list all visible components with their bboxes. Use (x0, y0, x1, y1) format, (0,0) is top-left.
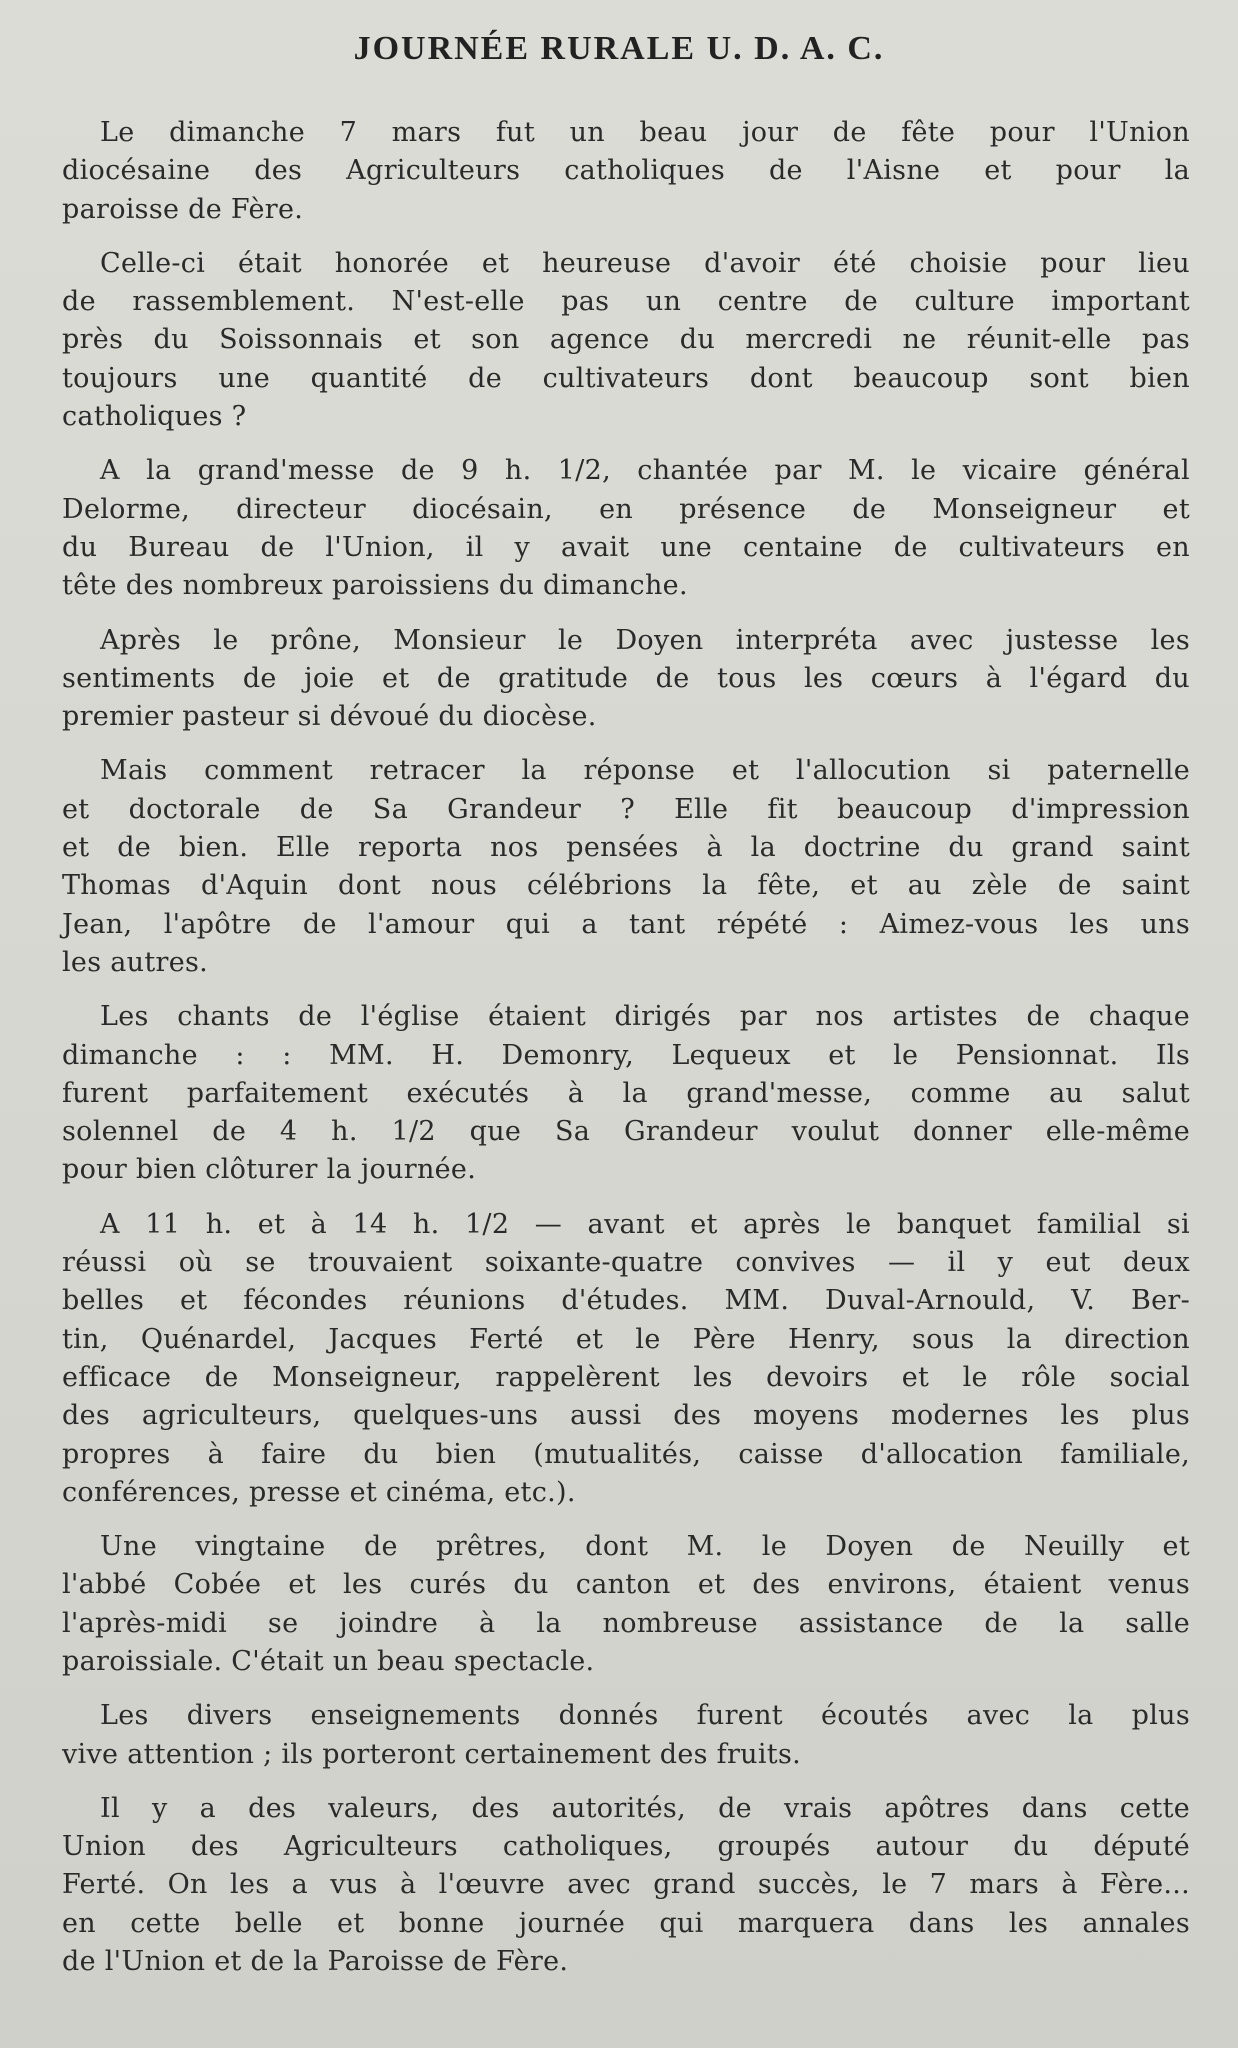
text-line: en cette belle et bonne journée qui marquera dans les annales (62, 1907, 1190, 1939)
text-line: Ferté. On les a vus à l'œuvre avec grand succès, le 7 mars à Fère... (62, 1869, 1190, 1901)
text-line: pour bien clôturer la journée. (62, 1154, 477, 1186)
text-line: diocésaine des Agriculteurs catholiques de l'Aisne et pour la (62, 155, 1190, 187)
text-line: près du Soissonnais et son agence du mercredi ne réunit-elle pas (62, 324, 1190, 356)
text-line: de rassemblement. N'est-elle pas un centre de culture important (62, 286, 1190, 318)
text-line: réussi où se trouvaient soixante-quatre convives — il y eut deux (62, 1247, 1190, 1279)
paragraph (62, 1206, 1190, 1512)
text-line: solennel de 4 h. 1/2 que Sa Grandeur voulut donner elle-même (62, 1116, 1190, 1148)
text-line: belles et fécondes réunions d'études. MM. Duval-Arnould, V. Ber- (62, 1285, 1190, 1317)
paragraph (62, 998, 1190, 1189)
paragraph (62, 1697, 1190, 1774)
text-line: sentiments de joie et de gratitude de tous les cœurs à l'égard du (62, 662, 1190, 694)
text-line: A 11 h. et à 14 h. 1/2 — avant et après le banquet familial si (100, 1208, 1190, 1240)
text-line: Les divers enseignements donnés furent écoutés avec la plus (100, 1700, 1190, 1732)
text-line: propres à faire du bien (mutualités, caisse d'allocation familiale, (62, 1438, 1190, 1470)
text-line: Mais comment retracer la réponse et l'allocution si paternelle (100, 755, 1190, 787)
text-line: Celle-ci était honorée et heureuse d'avoir été choisie pour lieu (100, 247, 1190, 279)
text-line: premier pasteur si dévoué du diocèse. (62, 701, 597, 733)
paragraph (62, 622, 1190, 737)
text-line: vive attention ; ils porteront certainement des fruits. (62, 1738, 801, 1770)
text-line: A la grand'messe de 9 h. 1/2, chantée par M. le vicaire général (100, 455, 1190, 487)
text-line: l'après-midi se joindre à la nombreuse assistance de la salle (62, 1607, 1190, 1639)
paragraph (62, 245, 1190, 436)
text-line: conférences, presse et cinéma, etc.). (62, 1476, 576, 1508)
text-line: Après le prône, Monsieur le Doyen interpréta avec justesse les (100, 624, 1190, 656)
text-line: Thomas d'Aquin dont nous célébrions la fête, et au zèle de saint (62, 870, 1190, 902)
text-line: du Bureau de l'Union, il y avait une centaine de cultivateurs en (62, 531, 1190, 563)
text-line: et de bien. Elle reporta nos pensées à la doctrine du grand saint (62, 832, 1190, 864)
text-line: Il y a des valeurs, des autorités, de vrais apôtres dans cette (100, 1792, 1190, 1824)
text-line: Jean, l'apôtre de l'amour qui a tant répété : Aimez-vous les uns (62, 908, 1190, 940)
paragraph (62, 752, 1190, 982)
text-line: des agriculteurs, quelques-uns aussi des moyens modernes les plus (62, 1400, 1190, 1432)
text-line: Le dimanche 7 mars fut un beau jour de fête pour l'Union (100, 117, 1190, 148)
paragraph (62, 114, 1190, 229)
text-line: tête des nombreux paroissiens du dimanche. (62, 570, 688, 602)
text-line: dimanche : : MM. H. Demonry, Lequeux et le Pensionnat. Ils (62, 1039, 1190, 1071)
text-line: et doctorale de Sa Grandeur ? Elle fit beaucoup d'impression (62, 793, 1190, 825)
text-line: tin, Quénardel, Jacques Ferté et le Père Henry, sous la direction (62, 1323, 1190, 1355)
text-line: Delorme, directeur diocésain, en présence de Monseigneur et (62, 493, 1190, 525)
text-line: paroissiale. C'était un beau spectacle. (62, 1645, 595, 1677)
article-body (62, 114, 1190, 1997)
text-line: Une vingtaine de prêtres, dont M. le Doyen de Neuilly et (100, 1531, 1190, 1563)
paragraph (62, 1528, 1190, 1681)
text-line: paroisse de Fère. (62, 193, 304, 225)
text-line: l'abbé Cobée et les curés du canton et des environs, étaient venus (62, 1569, 1190, 1601)
article-title: JOURNÉE RURALE U. D. A. C. (353, 30, 885, 67)
text-line: Les chants de l'église étaient dirigés par nos artistes de chaque (100, 1001, 1190, 1033)
text-line: toujours une quantité de cultivateurs dont beaucoup sont bien (62, 362, 1190, 394)
text-line: de l'Union et de la Paroisse de Fère. (62, 1946, 569, 1978)
text-line: les autres. (62, 946, 209, 978)
text-line: Union des Agriculteurs catholiques, groupés autour du député (62, 1831, 1190, 1863)
paragraph (62, 452, 1190, 605)
text-line: furent parfaitement exécutés à la grand'messe, comme au salut (62, 1077, 1190, 1109)
paragraph (62, 1790, 1190, 1981)
text-line: catholiques ? (62, 401, 247, 433)
text-line: efficace de Monseigneur, rappelèrent les devoirs et le rôle social (62, 1361, 1190, 1393)
